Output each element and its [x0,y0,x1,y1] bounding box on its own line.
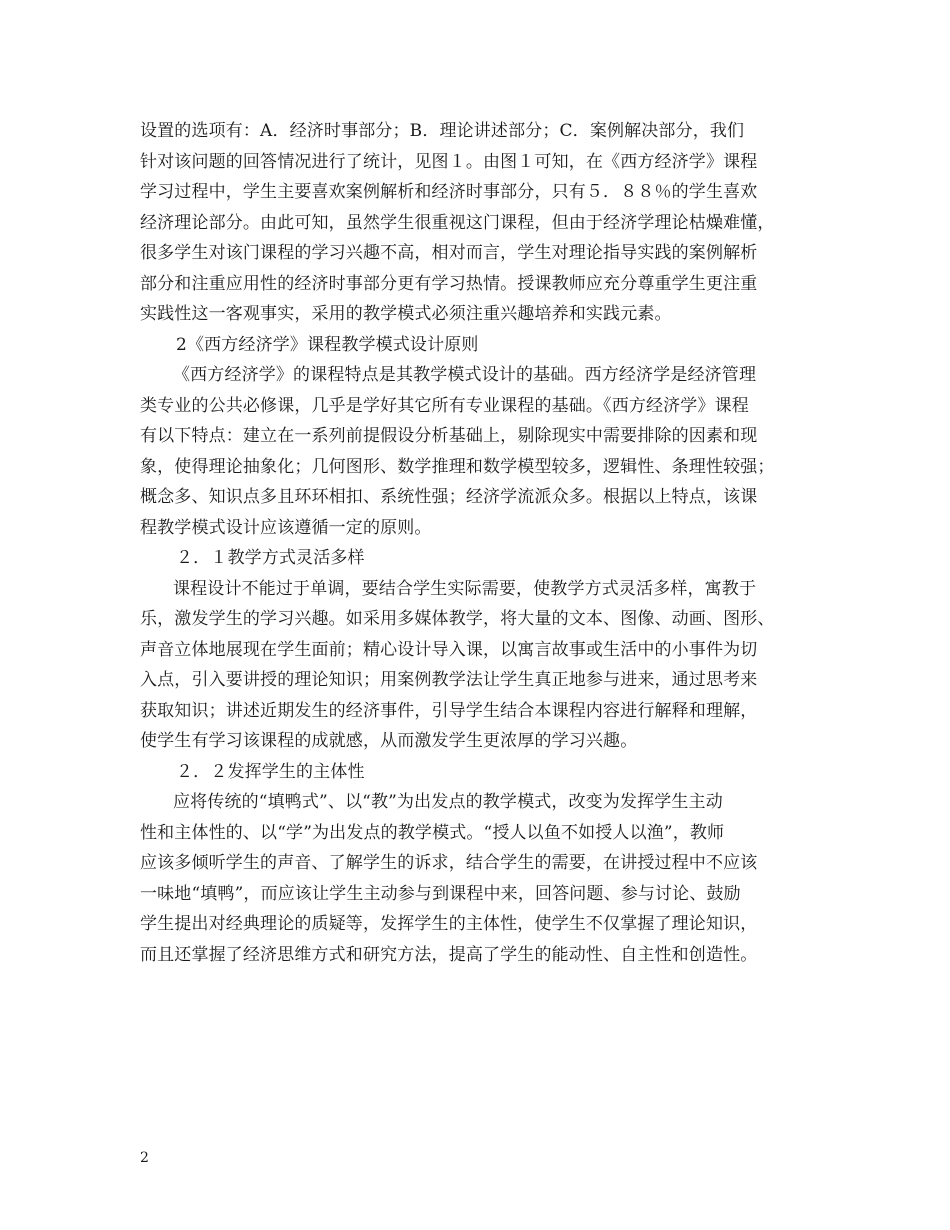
section-heading: 2《西方经济学》课程教学模式设计原则 [176,334,479,355]
paragraph-line: 概念多、知识点多且环环相扣、系统性强；经济学流派众多。根据以上特点，该课 [140,487,758,507]
paragraph-line: 有以下特点：建立在一系列前提假设分析基础上，剔除现实中需要排除的因素和现 [140,426,758,446]
paragraph-line: 部分和注重应用性的经济时事部分更有学习热情。授课教师应充分尊重学生更注重 [140,273,758,294]
document-body [140,116,830,970]
paragraph-line: 学习过程中，学生主要喜欢案例解析和经济时事部分，只有５．８８％的学生喜欢 [140,182,758,202]
paragraph-line: 一味地“填鸭”，而应该让学生主动参与到课程中来，回答问题、参与讨论、鼓励 [140,883,741,904]
subsection-heading: ２．１教学方式灵活多样 [176,548,365,568]
paragraph-line: 使学生有学习该课程的成就感，从而激发学生更浓厚的学习兴趣。 [140,731,638,751]
paragraph-line: 课程设计不能过于单调，要结合学生实际需要，使教学方式灵活多样，寓教于 [173,578,757,599]
paragraph-line: 应将传统的“填鸭式”、以“教”为出发点的教学模式，改变为发挥学生主动 [173,792,723,812]
paragraph-line: 入点，引入要讲授的理论知识；用案例教学法让学生真正地参与进来，通过思考来 [140,670,758,690]
paragraph-line: 获取知识；讲述近期发生的经济事件，引导学生结合本课程内容进行解释和理解， [140,700,758,721]
paragraph-line: 象，使得理论抽象化；几何图形、数学推理和数学模型较多，逻辑性、条理性较强； [140,456,775,477]
paragraph-line: 程教学模式设计应该遵循一定的原则。 [140,517,432,538]
subsection-heading: ２．２发挥学生的主体性 [176,761,365,782]
paragraph-line: 性和主体性的、以“学”为出发点的教学模式。“授人以鱼不如授人以渔”，教师 [140,822,725,843]
paragraph-line: 而且还掌握了经济思维方式和研究方法，提高了学生的能动性、自主性和创造性。 [140,944,758,965]
paragraph-line: 学生提出对经典理论的质疑等，发挥学生的主体性，使学生不仅掌握了理论知识， [140,914,758,934]
paragraph-line: 应该多倾听学生的声音、了解学生的诉求，结合学生的需要，在讲授过程中不应该 [140,853,758,873]
paragraph-line: 《西方经济学》的课程特点是其教学模式设计的基础。西方经济学是经济管理 [173,365,757,385]
paragraph-line: 针对该问题的回答情况进行了统计，见图１。由图１可知，在《西方经济学》课程 [140,151,758,172]
paragraph-line: 乐，激发学生的学习兴趣。如采用多媒体教学，将大量的文本、图像、动画、图形、 [140,609,775,629]
paragraph-line: 设置的选项有：A．经济时事部分；B．理论讲述部分；C．案例解决部分，我们 [140,121,745,141]
page-number: 2 [140,1150,149,1166]
paragraph-line: 实践性这一客观事实，采用的教学模式必须注重兴趣培养和实践元素。 [140,304,672,324]
paragraph-line: 类专业的公共必修课，几乎是学好其它所有专业课程的基础。《西方经济学》课程 [140,395,749,416]
paragraph-line: 声音立体地展现在学生面前；精心设计导入课，以寓言故事或生活中的小事件为切 [140,639,758,660]
paragraph-line: 经济理论部分。由此可知，虽然学生很重视这门课程，但由于经济学理论枯燥难懂， [140,212,775,233]
paragraph-line: 很多学生对该门课程的学习兴趣不高，相对而言，学生对理论指导实践的案例解析 [140,243,758,263]
